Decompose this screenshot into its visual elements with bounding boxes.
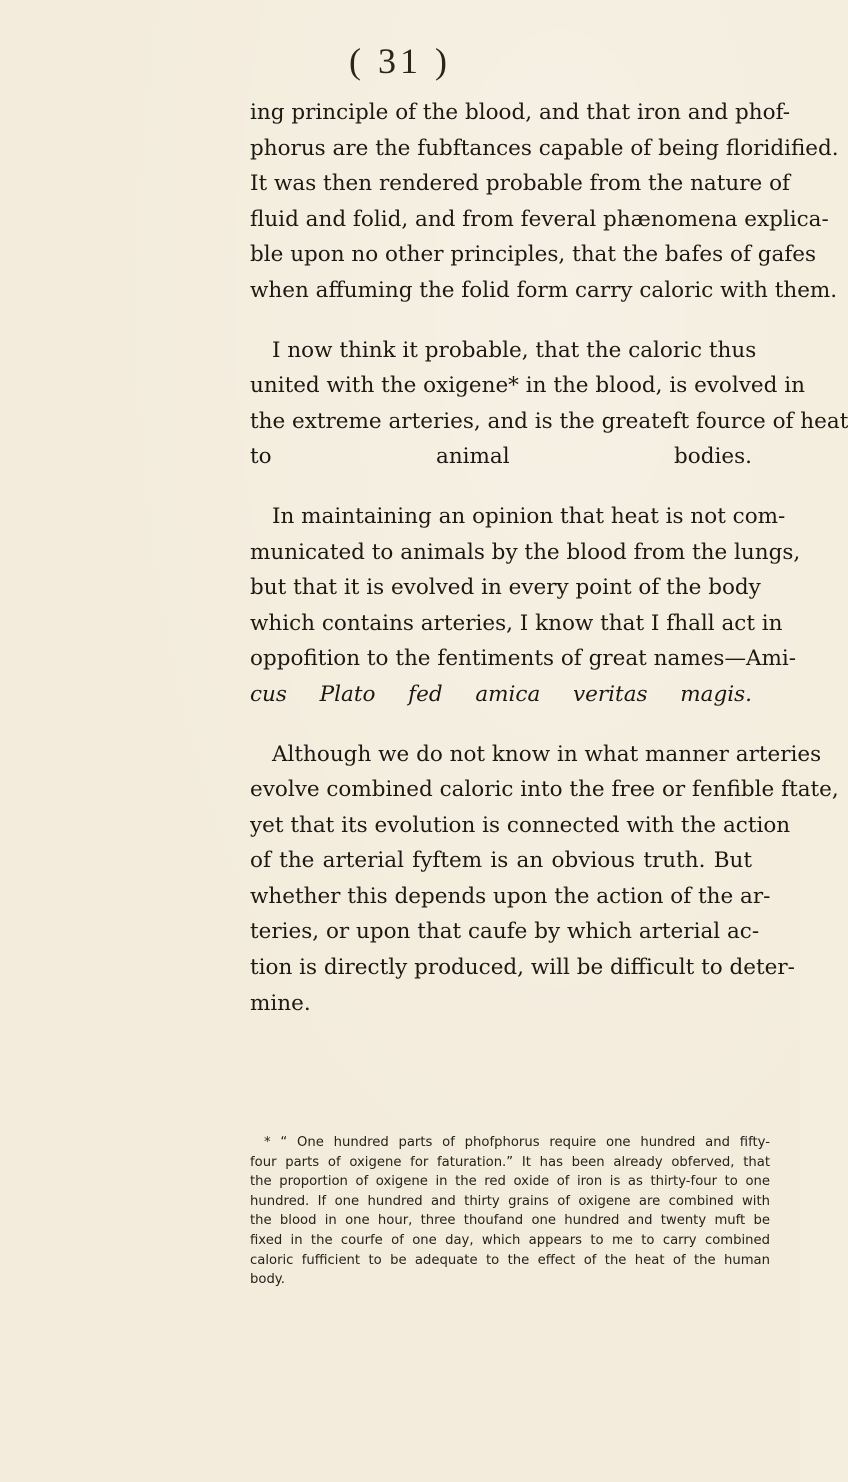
paragraph-gap — [250, 475, 752, 499]
text-line: to animal bodies. — [250, 444, 752, 470]
text-line: In maintaining an opinion that heat is not com- — [272, 503, 786, 529]
text-line: which contains arteries, I know that I fhall act in — [250, 610, 783, 636]
text-line: mine. — [250, 990, 311, 1016]
text-line: of the arterial fyftem is an obvious truth. But — [250, 848, 752, 874]
text-line: municated to animals by the blood from the lungs, — [250, 539, 801, 565]
footnote-line: four parts of oxigene for faturation.” It has been already obferved, that — [250, 1154, 770, 1170]
paragraph-1 — [250, 95, 839, 309]
footnote — [250, 1133, 770, 1290]
footnote-line: the proportion of oxigene in the red oxide of iron is as thirty-four to one — [250, 1174, 770, 1190]
text-line: the extreme arteries, and is the greateft fource of heat — [250, 408, 848, 434]
paragraph-2 — [250, 333, 848, 475]
footnote-line: body. — [250, 1272, 285, 1288]
text-line: fluid and folid, and from feveral phænomena explica- — [250, 206, 829, 232]
text-line: evolve combined caloric into the free or fenfible ftate, — [250, 777, 839, 803]
body-text — [250, 95, 848, 1021]
footnote-line: * “ One hundred parts of phofphorus require one hundred and fifty- — [264, 1135, 770, 1150]
text-line: ing principle of the blood, and that iron and phof- — [250, 100, 791, 125]
text-line: united with the oxigene* in the blood, is evolved in — [250, 373, 805, 399]
text-line: It was then rendered probable from the nature of — [250, 171, 790, 197]
text-line: phorus are the fubftances capable of being floridified. — [250, 135, 839, 161]
text-line: yet that its evolution is connected with the action — [250, 812, 791, 838]
page-number: ( 31 ) — [349, 41, 451, 81]
text-line: Although we do not know in what manner arteries — [272, 741, 822, 767]
text-line: teries, or upon that caufe by which arterial ac- — [250, 919, 760, 945]
paragraph-4 — [250, 737, 839, 1022]
footnote-line: the blood in one hour, three thoufand one hundred and twenty muft be — [250, 1213, 770, 1229]
paragraph-gap — [250, 309, 752, 333]
text-line: oppofition to the fentiments of great names—Ami- — [250, 646, 797, 672]
text-line-latin: cus Plato fed amica veritas magis. — [250, 681, 752, 707]
footnote-line: fixed in the courfe of one day, which appears to me to carry combined — [250, 1232, 770, 1248]
text-line: but that it is evolved in every point of the body — [250, 575, 761, 601]
text-line: ble upon no other principles, that the bafes of gafes — [250, 242, 817, 268]
paragraph-3 — [250, 499, 801, 713]
footnote-line: caloric fufficient to be adequate to the effect of the heat of the human — [250, 1252, 770, 1268]
text-line: I now think it probable, that the caloric thus — [272, 337, 757, 363]
paragraph-gap — [250, 713, 752, 737]
text-line: when affuming the folid form carry caloric with them. — [250, 277, 838, 303]
text-line: whether this depends upon the action of the ar- — [250, 883, 771, 909]
text-line: tion is directly produced, will be difficult to deter- — [250, 955, 795, 981]
footnote-line: hundred. If one hundred and thirty grains of oxigene are combined with — [250, 1193, 770, 1209]
